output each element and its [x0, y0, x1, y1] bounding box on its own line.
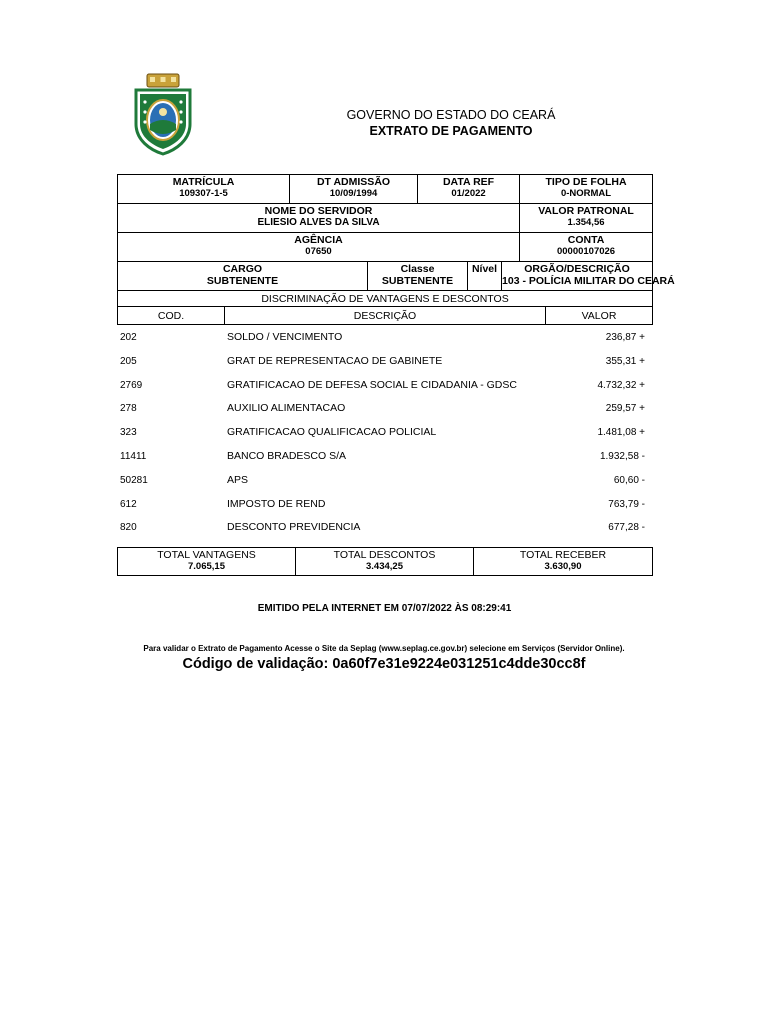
total-vantagens-label: TOTAL VANTAGENS: [157, 549, 256, 561]
list-item: [117, 491, 652, 515]
item-cod: 205: [120, 355, 137, 367]
item-desc: APS: [227, 473, 249, 486]
item-cod: 820: [120, 522, 137, 534]
government-name: GOVERNO DO ESTADO DO CEARÁ: [346, 108, 556, 122]
data-ref-cell: [418, 175, 520, 204]
orgao-label: ORGÃO/DESCRIÇÃO: [524, 263, 630, 275]
cargo-label: CARGO: [222, 263, 263, 275]
total-descontos-label: TOTAL DESCONTOS: [333, 549, 436, 561]
item-valor: 355,31 +: [605, 355, 645, 367]
tipo-folha-cell: [520, 175, 653, 204]
state-coat-of-arms: [132, 72, 194, 156]
list-item: [117, 372, 652, 396]
item-desc: IMPOSTO DE REND: [227, 497, 326, 510]
col-header-cod: COD.: [118, 307, 225, 325]
item-cod: 50281: [120, 474, 148, 486]
conta-value: 00000107026: [556, 246, 616, 257]
items-header: [117, 306, 653, 325]
data-ref-value: 01/2022: [451, 188, 486, 199]
item-valor: 4.732,32 +: [597, 379, 645, 391]
admissao-cell: [290, 175, 418, 204]
total-descontos-value: 3.434,25: [366, 561, 403, 572]
item-valor: 763,79 -: [608, 498, 645, 510]
conta-cell: [520, 233, 653, 262]
conta-label: CONTA: [567, 234, 605, 246]
total-vantagens-value: 7.065,15: [188, 561, 225, 572]
validation-instructions: Para validar o Extrato de Pagamento Acesse o Site da Seplag (www.seplag.ce.gov.br) selecione em Serviços (Servidor Online).: [143, 644, 625, 653]
col-header-descricao: DESCRIÇÃO: [225, 307, 546, 325]
item-cod: 612: [120, 498, 137, 510]
cargo-cell: [118, 262, 368, 291]
data-ref-label: DATA REF: [442, 176, 495, 188]
nivel-label: Nível: [471, 263, 498, 275]
tipo-folha-label: TIPO DE FOLHA: [545, 176, 627, 188]
nome-value: ELIESIO ALVES DA SILVA: [257, 217, 380, 228]
item-desc: DESCONTO PREVIDENCIA: [227, 521, 361, 534]
cargo-value: SUBTENENTE: [206, 275, 279, 287]
admissao-value: 10/09/1994: [329, 188, 378, 199]
agencia-value: 07650: [305, 246, 332, 257]
total-vantagens-cell: [118, 548, 296, 576]
nome-cell: [118, 204, 520, 233]
item-cod: 202: [120, 332, 137, 343]
item-desc: GRAT DE REPRESENTACAO DE GABINETE: [227, 354, 443, 367]
orgao-cell: [502, 262, 675, 291]
list-item: [117, 324, 652, 348]
item-cod: 278: [120, 403, 137, 415]
section-title: DISCRIMINAÇÃO DE VANTAGENS E DESCONTOS: [118, 291, 653, 307]
item-valor: 1.481,08 +: [597, 427, 645, 439]
document-title: EXTRATO DE PAGAMENTO: [369, 124, 533, 138]
matricula-value: 109307-1-5: [179, 188, 228, 199]
emission-note: EMITIDO PELA INTERNET EM 07/07/2022 ÀS 08:29:41: [257, 603, 512, 614]
total-receber-label: TOTAL RECEBER: [519, 549, 607, 561]
nome-label: NOME DO SERVIDOR: [264, 205, 373, 217]
item-cod: 11411: [120, 450, 147, 462]
item-valor: 259,57 +: [605, 403, 645, 415]
list-item: [117, 395, 652, 419]
item-desc: BANCO BRADESCO S/A: [227, 449, 347, 462]
item-desc: GRATIFICACAO QUALIFICACAO POLICIAL: [227, 426, 437, 439]
item-valor: 236,87 +: [605, 332, 645, 343]
matricula-label: MATRÍCULA: [172, 176, 235, 188]
matricula-cell: [118, 175, 290, 204]
col-header-valor: VALOR: [546, 307, 653, 325]
classe-label: Classe: [400, 263, 435, 275]
list-item: [117, 348, 652, 372]
classe-value: SUBTENENTE: [381, 275, 454, 287]
list-item: [117, 467, 652, 491]
agencia-label: AGÊNCIA: [294, 234, 343, 246]
classe-cell: [368, 262, 468, 291]
item-desc: SOLDO / VENCIMENTO: [227, 331, 343, 343]
orgao-value: 103 - POLÍCIA MILITAR DO CEARÁ: [502, 275, 675, 287]
total-receber-cell: [474, 548, 653, 576]
agencia-cell: [118, 233, 520, 262]
item-valor: 1.932,58 -: [599, 450, 645, 462]
items-list: [117, 324, 652, 538]
employee-info-table: [117, 174, 675, 307]
item-valor: 60,60 -: [613, 474, 645, 486]
patronal-label: VALOR PATRONAL: [538, 205, 634, 217]
item-cod: 2769: [120, 379, 143, 391]
patronal-value: 1.354,56: [567, 217, 605, 228]
item-desc: GRATIFICACAO DE DEFESA SOCIAL E CIDADANIA - GDSC: [227, 378, 517, 391]
validation-code: Código de validação: 0a60f7e31e9224e031251c4dde30cc8f: [182, 656, 586, 672]
total-receber-value: 3.630,90: [544, 561, 582, 572]
patronal-cell: [520, 204, 653, 233]
admissao-label: DT ADMISSÃO: [316, 176, 391, 188]
tipo-folha-value: 0-NORMAL: [560, 188, 612, 199]
list-item: [117, 419, 652, 443]
item-valor: 677,28 -: [608, 522, 645, 534]
list-item: [117, 443, 652, 467]
list-item: [117, 514, 652, 538]
nivel-cell: [468, 262, 502, 291]
totals-table: [117, 547, 653, 576]
total-descontos-cell: [296, 548, 474, 576]
item-cod: 323: [120, 427, 137, 439]
item-desc: AUXILIO ALIMENTACAO: [227, 402, 346, 415]
